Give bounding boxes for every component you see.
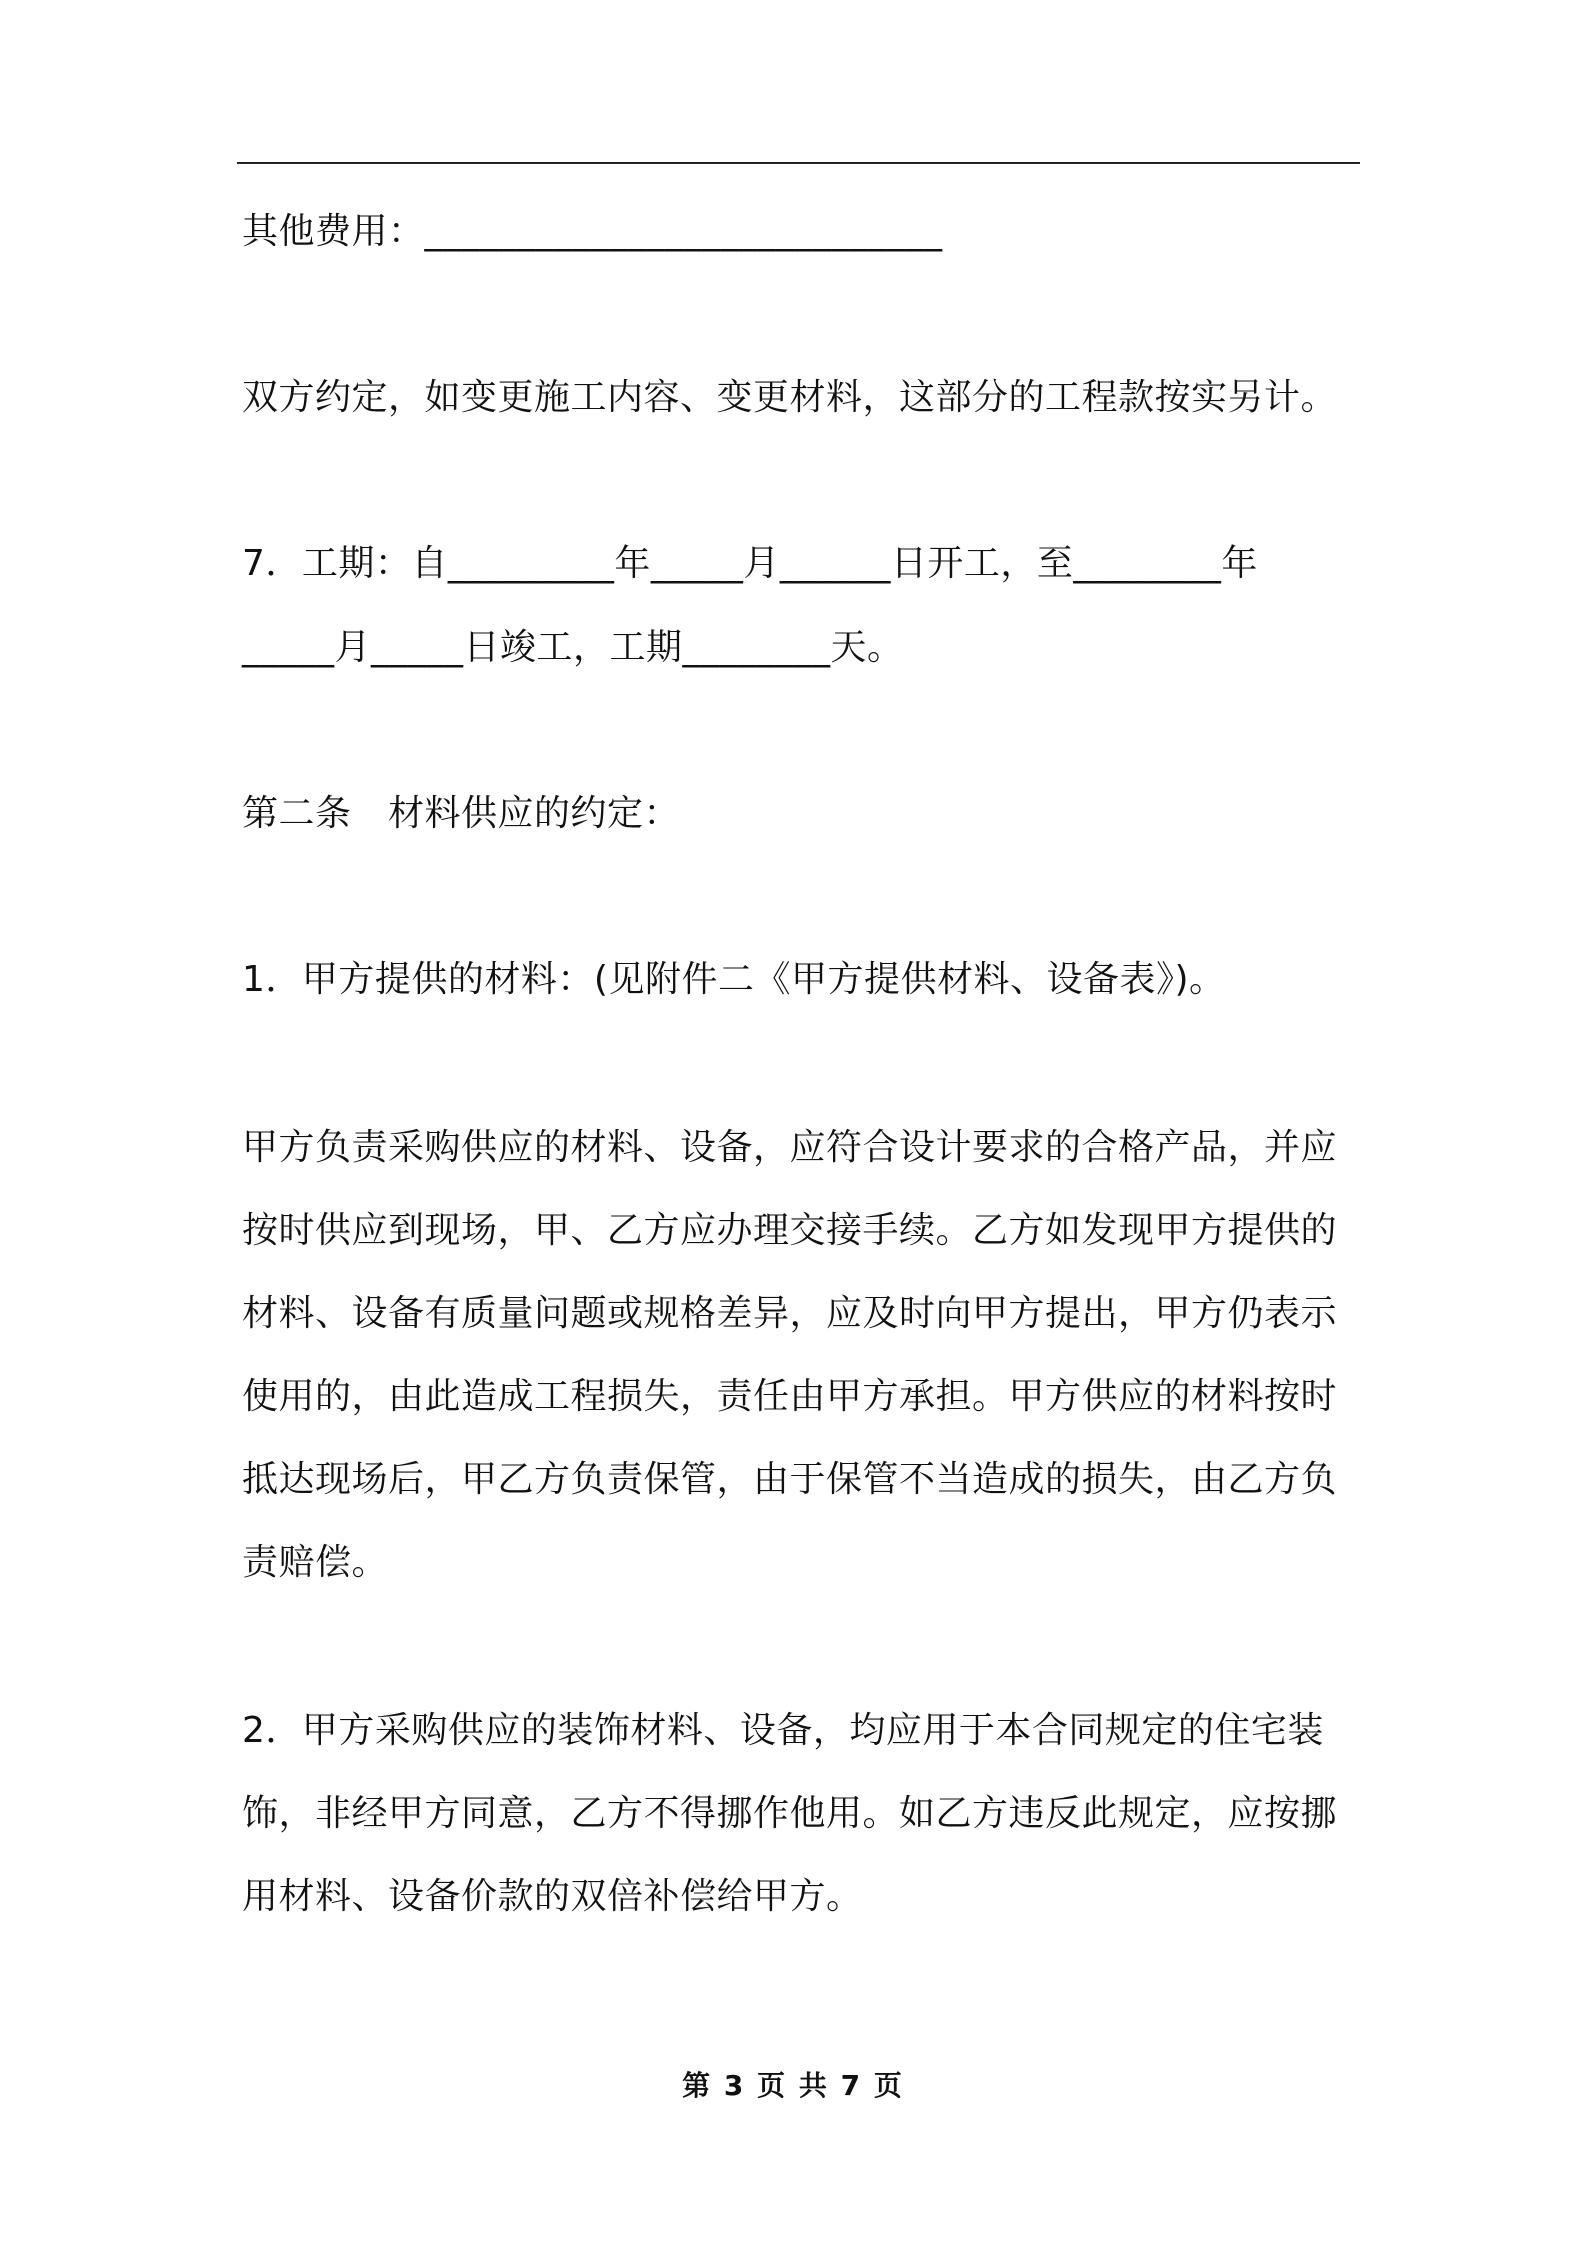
construction-period-line-1: 7．工期：自_________年_____月______日开工，至________年 — [242, 543, 1258, 584]
clause-two-line: 饰，非经甲方同意，乙方不得挪作他用。如乙方违反此规定，应按挪 — [242, 1793, 1338, 1834]
paragraph-line: 材料、设备有质量问题或规格差异，应及时向甲方提出，甲方仍表示 — [242, 1293, 1338, 1334]
change-agreement-line: 双方约定，如变更施工内容、变更材料，这部分的工程款按实另计。 — [242, 377, 1338, 418]
paragraph-line: 抵达现场后，甲乙方负责保管，由于保管不当造成的损失，由乙方负 — [242, 1459, 1338, 1500]
header-rule — [237, 162, 1360, 164]
page-number: 第 3 页 共 7 页 — [682, 2069, 904, 2102]
paragraph-line: 使用的，由此造成工程损失，责任由甲方承担。甲方供应的材料按时 — [242, 1376, 1338, 1417]
clause-two-line: 2．甲方采购供应的装饰材料、设备，均应用于本合同规定的住宅装 — [242, 1710, 1324, 1751]
clause-two-line: 用材料、设备价款的双倍补偿给甲方。 — [242, 1876, 863, 1917]
paragraph-line: 责赔偿。 — [242, 1542, 389, 1583]
clause-one-line: 1．甲方提供的材料：(见附件二《甲方提供材料、设备表》)。 — [242, 959, 1226, 1000]
paragraph-line: 甲方负责采购供应的材料、设备，应符合设计要求的合格产品，并应 — [242, 1127, 1338, 1168]
article-two-heading: 第二条 材料供应的约定： — [242, 793, 681, 834]
construction-period-line-2: _____月_____日竣工，工期________天。 — [242, 627, 904, 668]
other-fees-line: 其他费用：____________________________ — [242, 211, 943, 252]
paragraph-line: 按时供应到现场，甲、乙方应办理交接手续。乙方如发现甲方提供的 — [242, 1210, 1338, 1251]
